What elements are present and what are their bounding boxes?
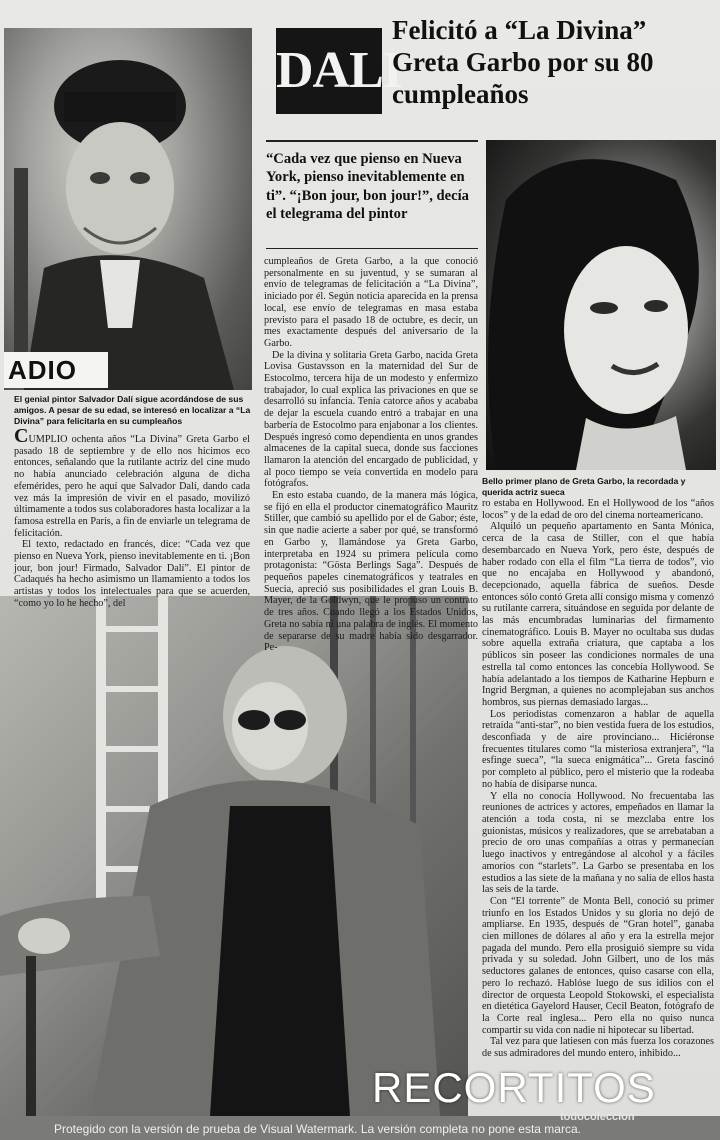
garbo-portrait-photo xyxy=(486,140,716,470)
divider-subhead xyxy=(266,248,478,249)
article-paragraph: Con “El torrente” de Monta Bell, conoció su primer triunfo en los Estados Unidos y su gloria no dejó de ampliarse. En 1935, después de “Gran hotel”, ganaba cien millones de dólares al año y era la estrella mejor pagada del mundo. Pero ella prosiguió siempre su vida privada y su soledad. John Gilbert, uno de los más seductores galanes de entonces, quiso casarse con ella, pero lo rechazó. Hablóse luego de sus idilios con el director de orquesta Leopold Stokowski, el especialista en dietética Gayelord Hauser, Cecil Beaton, fotógrafo de la Corte real inglesa... Pero ella no quiso nunca compartir su vida con nadie ni hipotecar su libertad. xyxy=(482,895,714,1036)
dali-photo xyxy=(4,28,252,390)
article-column-left xyxy=(14,425,250,610)
garbo-portrait-shapes xyxy=(486,140,716,470)
divider-top xyxy=(266,140,478,142)
article-paragraph: El texto, redactado en francés, dice: “Cada vez que pienso en Nueva York, pienso inevitablemente en ti. ¡Bon jour, bon jour! Firmado, Salvador Dalí”. El pintor de Cadaqués ha hecho asimismo un llamamiento a todos los artistas y todos los intelectuales para que se acuerden, “como yo lo he hecho”, del xyxy=(14,539,250,609)
article-paragraph: Los periodistas comenzaron a hablar de aquella retraída “anti-star”, no bien vestida fuera de los estudios, desconfiada y de aire provinciano... Hiciéronse frecuentes titulares como “la misteriosa extranjera”, “la esfinge sueca”, “la sueca enigmática”... Greta fascinó por completo al público, pero el misterio que la rodeaba no había de disiparse nunca. xyxy=(482,708,714,790)
garbo-street-shapes xyxy=(0,596,468,1116)
watermark-notice: Protegido con la versión de prueba de Visual Watermark. La versión completa no pone esta marca. xyxy=(54,1122,581,1136)
article-paragraph: De la divina y solitaria Greta Garbo, nacida Greta Lovisa Gustavsson en la maternidad del Sur de Estocolmo, tercera hija de un modesto y enfermizo trabajador, lo cual explica las privaciones en que se desarrolló su infancia. Tenía catorce años y acababa de dejar la escuela cuando entró a trabajar en una barbería de Estocolmo para enjabonar a los clientes. Después ingresó como dependienta en unos grandes almacenes de la capital sueca, donde sus facciones llamaron la atención del encargado de publicidad, y al poco tiempo se veía convertida en modelo para fotógrafos. xyxy=(264,349,478,490)
article-paragraph: Y ella no conocía Hollywood. No frecuentaba las reuniones de actrices y actores, empeñados en llamar la atención a toda costa, ni se mezclaba entre los guionistas, músicos y realizadores, que se arrebataban a precio de oro unas compañías a otras y permanecían luego inactivos y entregándose al alcohol y a fáciles amoríos con “starlets”. La Garbo se presentaba en los estudios a las siete de la mañana y no salía de ellos hasta las seis de la tarde. xyxy=(482,790,714,896)
radio-sign: ADIO xyxy=(4,352,108,388)
watermark-brand: RECORTITOS xyxy=(372,1064,656,1111)
article-paragraph: Tal vez para que latiesen con más fuerza los corazones de sus admiradores del mundo entero, inhibido... xyxy=(482,1036,714,1060)
article-paragraph: ro estaba en Hollywood. En el Hollywood de los “años locos” y de la edad de oro del cinema norteamericano. xyxy=(482,498,714,521)
garbo-portrait-caption: Bello primer plano de Greta Garbo, la recordada y querida actriz sueca xyxy=(482,476,686,497)
article-paragraph: UMPLIO ochenta años “La Divina” Greta Garbo el pasado 18 de septiembre y de ello nos hicimos eco entonces, señalando que la rutilante actriz del cine mudo no había anunciado celebración alguna de dicha efemérides, pero he aquí que Salvador Dalí, dando cada vez más la impresión de vivir en el pasado, movilizó últimamente a todos sus colaboradores hasta localizar a la famosa estrella en París, a fin de enviarle un telegrama de felicitación. xyxy=(14,434,250,539)
article-paragraph: En esto estaba cuando, de la manera más lógica, se fijó en ella el productor cinematográfico Mauritz Stiller, que cambió su apellido por el de Gabor; éste, sin que nadie acierte a saber por qué, se transformó en Garbo y, llamándose ya Greta Garbo, interpretaba en 1924 su primera película como protagonista: “Gösta Berlings Saga”. Después de pequeños papeles cinematográficos y teatrales en Suecia, apreció sus posibilidades el gran Louis B. Mayer, de la Goldwyn, que le propuso un contrato de tres años. Cuando llegó a los Estados Unidos, Greta no sabía ni una palabra de inglés. El momento de separarse de su madre había sido desgarrador. Pe- xyxy=(264,490,478,654)
dali-photo-shapes xyxy=(4,28,252,390)
article-paragraph: cumpleaños de Greta Garbo, a la que conoció personalmente en su juventud, y se sumaran al envío de telegramas de felicitación a “La Divina”, iniciado por él. Según noticia aparecida en la prensa local, ese envío de telegramas en masa estaba previsto para el pasado 18 de octubre, es decir, un mes exactamente después del aniversario de la Garbo. xyxy=(264,256,478,349)
subhead: “Cada vez que pienso en Nueva York, pienso inevitablemente en ti”. “¡Bon jour, bon jour!”, decía el telegrama del pintor xyxy=(266,151,469,223)
article-paragraph: Alquiló un pequeño apartamento en Santa Mónica, cerca de la casa de Stiller, con el que había desembarcado en Nueva York, pero éste, después de haber rodado con ella el film “La tierra de todos”, vio que no encajaba en Hollywood y abandonó, decepcionado, aquella fábrica de sueños. Desde entonces sólo contó Greta allí consigo misma y comenzó su rutilante carrera, situándose en seguida por delante de las más encumbradas luminarias del firmamento cinematográfico. Louis B. Mayer no ocultaba sus dudas sobre aquella extraña criatura, que captaba a los públicos sin poseer las condiciones normales de una estrella tal como entonces las concebía Hollywood. Se había adelantado a los tiempos de Katharine Hepburn e Ingrid Bergman, a quienes no acomplejaban sus anchos hombros, sus piernas demasiado largas... xyxy=(482,521,714,708)
article-column-right xyxy=(482,498,714,1060)
article-column-middle xyxy=(264,256,478,654)
headline: Felicitó a “La Divina” Greta Garbo por su 80 cumpleaños xyxy=(392,15,654,109)
dali-photo-caption: El genial pintor Salvador Dalí sigue acordándose de sus amigos. A pesar de su edad, se interesó en localizar a “La Divina” para felicitarla en su cumpleaños xyxy=(14,394,251,426)
dropcap: C xyxy=(14,425,29,447)
section-label: DALI xyxy=(276,28,382,114)
garbo-street-photo xyxy=(0,596,468,1116)
watermark-site: todocoleccion xyxy=(560,1111,635,1123)
